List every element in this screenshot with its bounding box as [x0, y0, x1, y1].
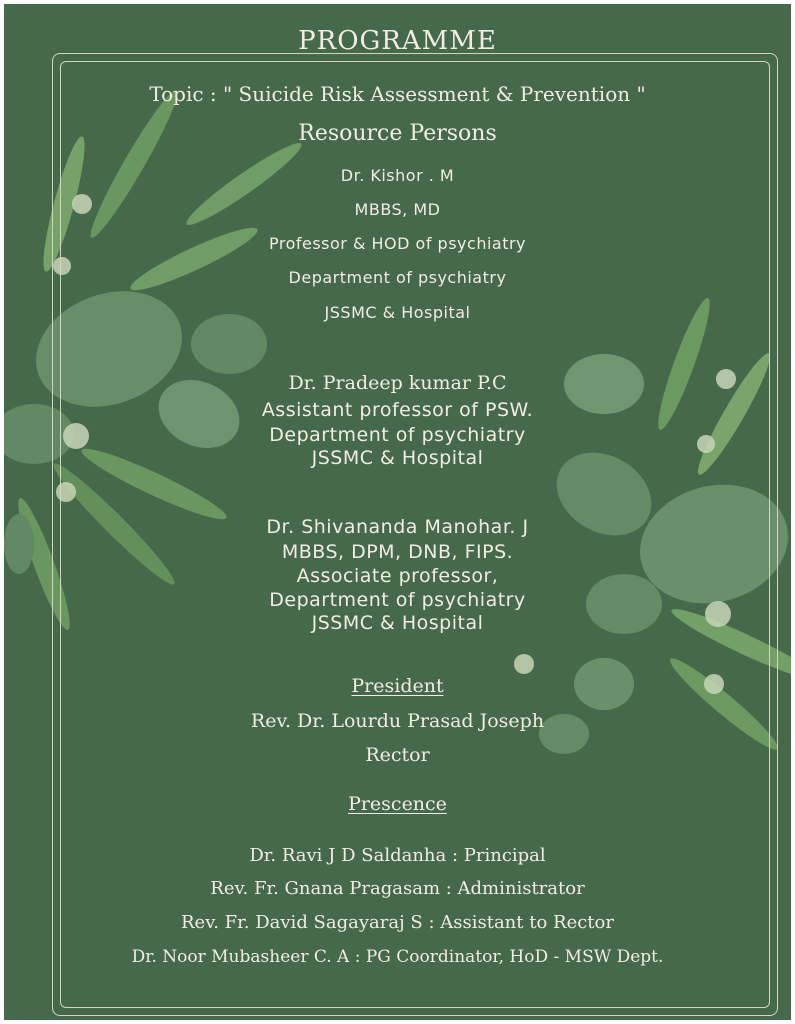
person3-name: Dr. Shivananda Manohar. J [266, 516, 529, 538]
person1-role: Professor & HOD of psychiatry [268, 234, 527, 253]
person2-role: Assistant professor of PSW. [261, 399, 534, 421]
person3-department: Department of psychiatry [269, 589, 526, 611]
person3-degree: MBBS, DPM, DNB, FIPS. [281, 541, 514, 563]
president-role: Rector [365, 744, 430, 766]
resource-persons-heading: Resource Persons [298, 121, 497, 146]
person2-institution: JSSMC & Hospital [311, 447, 484, 469]
presence-item: Dr. Ravi J D Saldanha : Principal [249, 845, 546, 866]
programme-title: PROGRAMME [298, 26, 497, 56]
presence-item: Rev. Fr. Gnana Pragasam : Administrator [210, 878, 585, 899]
person2-department: Department of psychiatry [269, 424, 526, 446]
person3-role: Associate professor, [296, 565, 499, 587]
programme-card [4, 4, 791, 1020]
person1-degree: MBBS, MD [354, 200, 441, 219]
person3-institution: JSSMC & Hospital [311, 612, 484, 634]
person2-name: Dr. Pradeep kumar P.C [288, 372, 507, 394]
topic-text: Topic : " Suicide Risk Assessment & Prevention " [149, 82, 646, 106]
person1-department: Department of psychiatry [288, 268, 507, 287]
person1-name: Dr. Kishor . M [340, 166, 455, 185]
president-name: Rev. Dr. Lourdu Prasad Joseph [250, 710, 545, 732]
presence-heading: Prescence [348, 793, 447, 815]
presence-item: Rev. Fr. David Sagayaraj S : Assistant to Rector [180, 912, 614, 933]
person1-institution: JSSMC & Hospital [324, 303, 471, 322]
president-heading: President [351, 675, 444, 697]
presence-item: Dr. Noor Mubasheer C. A : PG Coordinator, HoD - MSW Dept. [131, 947, 664, 967]
